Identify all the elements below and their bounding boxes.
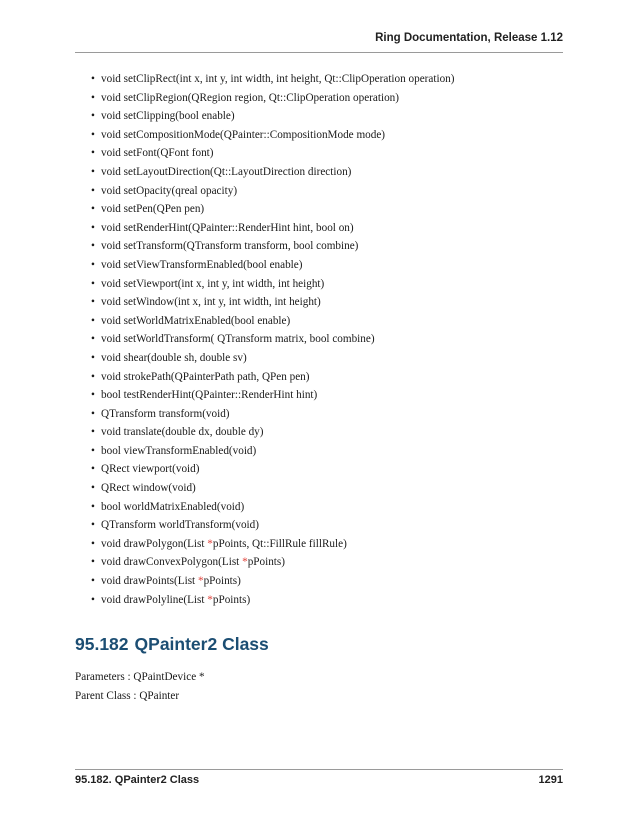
method-signature: [101, 312, 290, 331]
signature-text: void setFont(QFont font): [101, 147, 214, 160]
signature-text: void setPen(QPen pen): [101, 203, 205, 216]
signature-text: void setOpacity(qreal opacity): [101, 184, 238, 197]
method-signature: [101, 107, 235, 126]
method-signature: [101, 237, 358, 256]
method-signature: [101, 293, 321, 312]
signature-text: void setWorldTransform( QTransform matrix, bool combine): [101, 333, 375, 346]
bullet-marker: •: [91, 128, 95, 141]
method-signature: [101, 330, 375, 349]
bullet-marker: •: [91, 314, 95, 327]
signature-text: void setCompositionMode(QPainter::CompositionMode mode): [101, 128, 386, 141]
method-signature: [101, 442, 256, 461]
footer-page-number: 1291: [538, 774, 563, 786]
signature-text: void setTransform(QTransform transform, bool combine): [101, 240, 359, 253]
bullet-marker: •: [91, 500, 95, 513]
section-title: QPainter2 Class: [134, 634, 269, 654]
signature-text: QTransform transform(void): [101, 407, 230, 420]
bullet-marker: •: [91, 556, 95, 569]
method-signature: [101, 460, 200, 479]
signature-text: void shear(double sh, double sv): [101, 351, 247, 364]
bullet-marker: •: [91, 333, 95, 346]
signature-text: void strokePath(QPainterPath path, QPen pen): [101, 370, 310, 383]
method-signature: [101, 126, 385, 145]
method-signature: [101, 144, 214, 163]
bullet-marker: •: [91, 482, 95, 495]
bullet-marker: •: [91, 110, 95, 123]
signature-text: bool worldMatrixEnabled(void): [101, 500, 245, 513]
bullet-marker: •: [91, 444, 95, 457]
bullet-marker: •: [91, 165, 95, 178]
bullet-marker: •: [91, 389, 95, 402]
method-signature: [101, 591, 250, 610]
section-number: 95.182: [75, 634, 129, 654]
signature-text: void drawPolygon(List: [101, 537, 208, 550]
method-signature: [101, 182, 237, 201]
parent-class-line: Parent Class : QPainter: [75, 690, 180, 702]
signature-text-rest: pPoints): [212, 593, 251, 606]
bullet-marker: •: [91, 73, 95, 85]
method-signature: [101, 479, 196, 498]
method-signature: [101, 572, 241, 591]
method-signature: [101, 535, 347, 554]
signature-text: void setViewTransformEnabled(bool enable): [101, 258, 303, 271]
pointer-star: *: [242, 556, 248, 569]
method-signature: [101, 368, 310, 387]
bullet-marker: •: [91, 407, 95, 420]
header-title: Ring Documentation, Release 1.12: [375, 32, 563, 44]
bullet-marker: •: [91, 203, 95, 216]
footer-section-label: 95.182. QPainter2 Class: [75, 774, 200, 786]
bullet-marker: •: [91, 370, 95, 383]
method-signature: [101, 163, 351, 182]
signature-text: void setClipRect(int x, int y, int width, int height, Qt::ClipOperation operation): [101, 73, 455, 85]
method-signature: [101, 256, 302, 275]
signature-text: bool testRenderHint(QPainter::RenderHint hint): [101, 389, 318, 402]
pointer-star: *: [207, 537, 213, 550]
signature-text: void setWindow(int x, int y, int width, int height): [101, 296, 321, 309]
signature-text: void setLayoutDirection(Qt::LayoutDirection direction): [101, 165, 352, 178]
method-signature: [101, 405, 230, 424]
signature-text: void setClipRegion(QRegion region, Qt::ClipOperation operation): [101, 91, 399, 104]
method-signature: [101, 349, 247, 368]
bullet-marker: •: [91, 463, 95, 476]
bullet-marker: •: [91, 221, 95, 234]
signature-text: bool viewTransformEnabled(void): [101, 444, 257, 457]
bullet-marker: •: [91, 184, 95, 197]
bullet-marker: •: [91, 147, 95, 160]
signature-text: void setRenderHint(QPainter::RenderHint hint, bool on): [101, 221, 354, 234]
bullet-marker: •: [91, 277, 95, 290]
page-footer: [75, 769, 563, 790]
signature-text: void drawConvexPolygon(List: [101, 556, 243, 569]
method-signature: [101, 423, 264, 442]
method-signature: [101, 70, 455, 89]
signature-text: QTransform worldTransform(void): [101, 519, 259, 532]
signature-text: QRect window(void): [101, 482, 196, 495]
method-signature: [101, 219, 354, 238]
signature-text: void setWorldMatrixEnabled(bool enable): [101, 314, 291, 327]
signature-text-rest: pPoints): [247, 556, 285, 569]
pointer-star: *: [207, 593, 213, 606]
bullet-marker: •: [91, 351, 95, 364]
method-signature: [101, 89, 399, 108]
signature-text: QRect viewport(void): [101, 463, 200, 476]
page-header: [75, 30, 563, 53]
signature-text: void drawPolyline(List: [101, 593, 208, 606]
signature-text-rest: pPoints): [203, 575, 241, 588]
method-signature: [101, 386, 317, 405]
bullet-marker: •: [91, 258, 95, 271]
bullet-marker: •: [91, 240, 95, 253]
pointer-star: *: [197, 575, 204, 588]
bullet-marker: •: [91, 426, 95, 439]
signature-text: void translate(double dx, double dy): [101, 426, 264, 439]
method-signature: [101, 553, 285, 572]
method-signature: [101, 516, 259, 535]
method-signature: [101, 275, 324, 294]
bullet-marker: •: [91, 575, 95, 588]
section-heading: [75, 633, 269, 655]
bullet-marker: •: [91, 593, 95, 606]
signature-text-rest: pPoints, Qt::FillRule fillRule): [212, 537, 347, 550]
signature-text: void setViewport(int x, int y, int width, int height): [101, 277, 325, 290]
method-signature: [101, 498, 244, 517]
bullet-marker: •: [91, 537, 95, 550]
method-signature: [101, 200, 204, 219]
signature-text: void drawPoints(List: [101, 575, 198, 588]
bullet-marker: •: [91, 91, 95, 104]
parameters-line: Parameters : QPaintDevice *: [75, 671, 205, 683]
bullet-marker: •: [91, 296, 95, 309]
bullet-marker: •: [91, 519, 95, 532]
signature-text: void setClipping(bool enable): [101, 110, 235, 123]
